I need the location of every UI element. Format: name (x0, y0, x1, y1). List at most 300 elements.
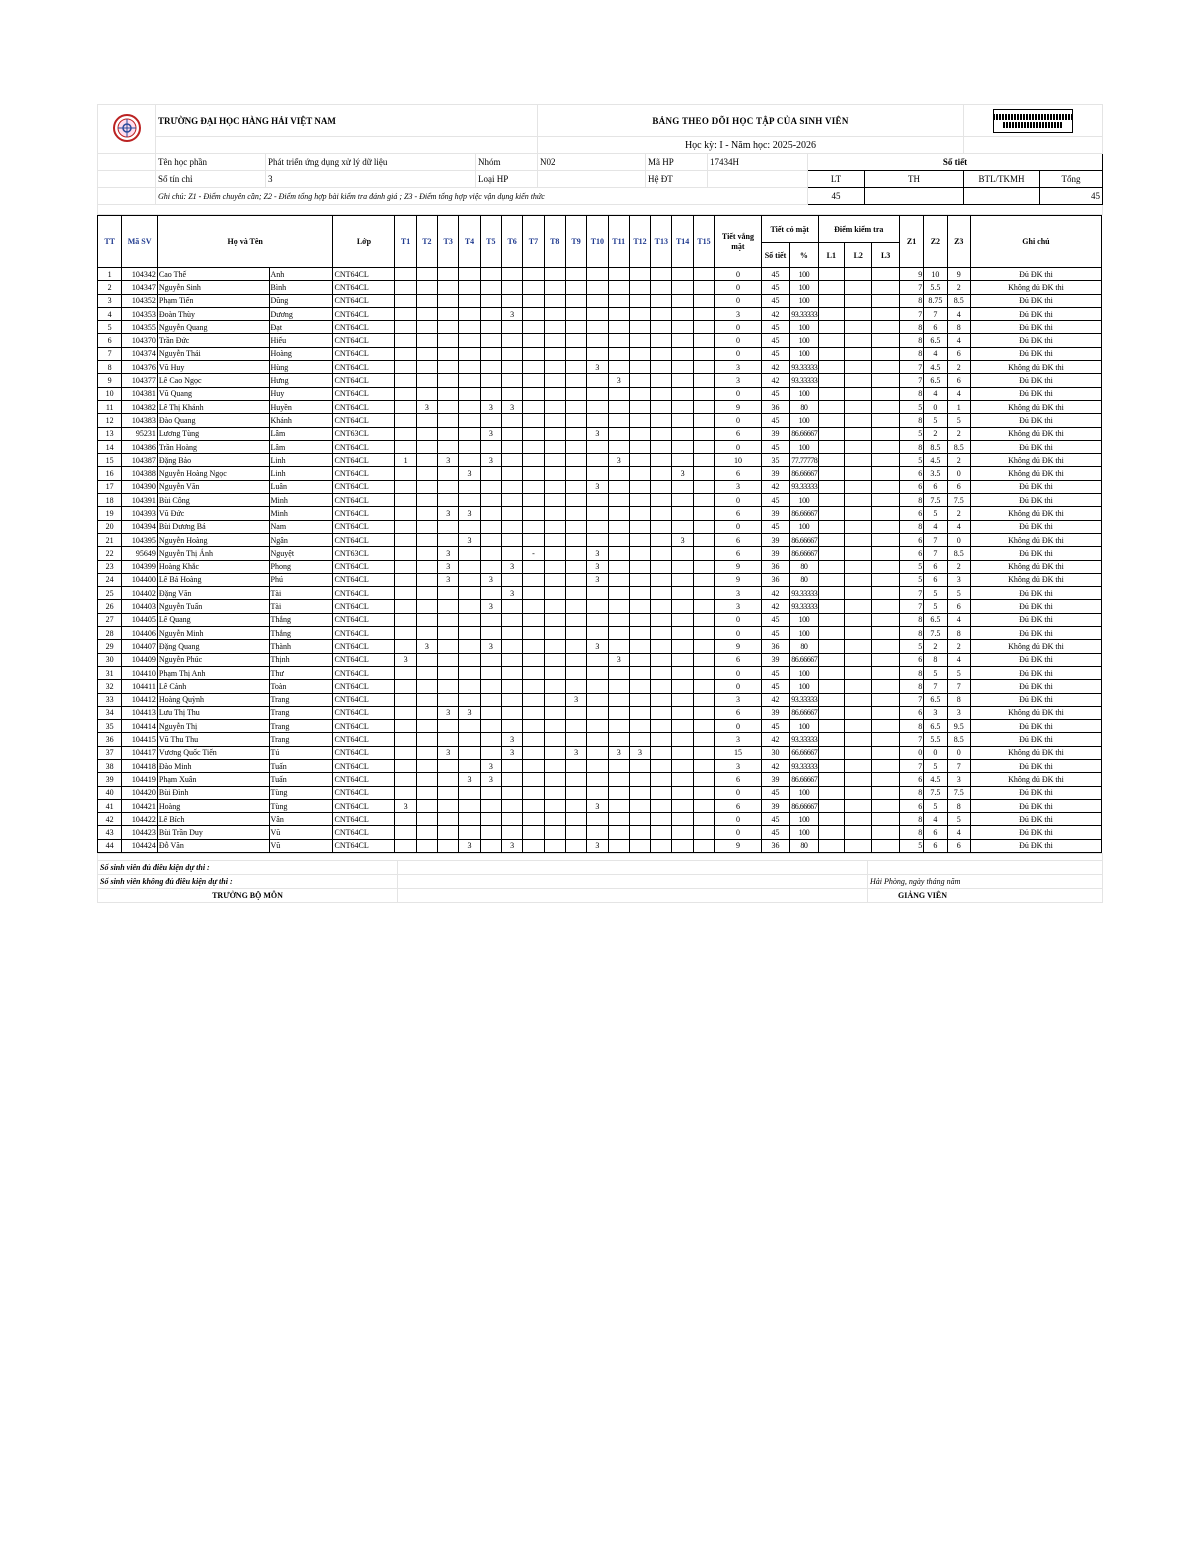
row-week-6: 3 (501, 746, 522, 759)
row-week-4: 3 (459, 773, 480, 786)
code-label: Mã HP (646, 154, 708, 171)
row-week-14 (672, 573, 693, 586)
row-present-count: 45 (761, 281, 789, 294)
row-week-2 (416, 440, 437, 453)
row-week-12 (629, 454, 650, 467)
row-note: Không đủ ĐK thi (970, 467, 1101, 480)
row-week-12 (629, 533, 650, 546)
row-week-15 (693, 733, 714, 746)
row-given-name: Hoàng (269, 347, 333, 360)
row-week-1 (395, 733, 416, 746)
row-test-1 (818, 480, 844, 493)
row-z3: 3 (947, 573, 970, 586)
row-note: Đủ ĐK thi (970, 826, 1101, 839)
hours-header-th: TH (865, 171, 964, 188)
row-week-2 (416, 494, 437, 507)
row-absent: 3 (715, 374, 762, 387)
barcode-icon (993, 114, 1073, 120)
row-week-10: 3 (587, 427, 608, 440)
row-tt: 5 (98, 321, 122, 334)
row-surname: Bùi Đình (157, 786, 269, 799)
row-present-pct: 80 (790, 640, 818, 653)
row-present-pct: 77.77778 (790, 454, 818, 467)
row-week-6: 3 (501, 839, 522, 852)
row-week-6 (501, 600, 522, 613)
row-z2: 3 (924, 706, 947, 719)
row-week-2 (416, 759, 437, 772)
row-z3: 7.5 (947, 494, 970, 507)
row-given-name: Tuấn (269, 759, 333, 772)
row-present-count: 45 (761, 627, 789, 640)
row-week-12 (629, 627, 650, 640)
row-note: Đủ ĐK thi (970, 440, 1101, 453)
row-present-pct: 100 (790, 387, 818, 400)
row-z1: 6 (899, 773, 923, 786)
row-week-8 (544, 720, 565, 733)
row-week-1 (395, 640, 416, 653)
row-week-13 (651, 334, 672, 347)
row-week-10: 3 (587, 839, 608, 852)
table-row (98, 294, 1102, 307)
row-week-5: 3 (480, 427, 501, 440)
row-week-13 (651, 454, 672, 467)
row-week-12 (629, 307, 650, 320)
row-class: CNT64CL (333, 454, 395, 467)
row-msv: 104410 (122, 666, 158, 679)
row-week-3 (438, 520, 459, 533)
row-test-1 (818, 587, 844, 600)
row-note: Đủ ĐK thi (970, 414, 1101, 427)
row-week-14 (672, 374, 693, 387)
row-test-2 (845, 813, 872, 826)
row-absent: 6 (715, 773, 762, 786)
row-week-8 (544, 281, 565, 294)
row-test-3 (872, 414, 899, 427)
row-msv: 104395 (122, 533, 158, 546)
row-week-10: 3 (587, 547, 608, 560)
row-week-10 (587, 520, 608, 533)
row-tt: 34 (98, 706, 122, 719)
row-tt: 22 (98, 547, 122, 560)
row-week-13 (651, 680, 672, 693)
row-present-pct: 66.66667 (790, 746, 818, 759)
row-z1: 6 (899, 533, 923, 546)
row-z1: 7 (899, 759, 923, 772)
row-week-15 (693, 746, 714, 759)
row-week-3 (438, 613, 459, 626)
university-logo (98, 105, 156, 154)
row-week-13 (651, 573, 672, 586)
table-row (98, 746, 1102, 759)
row-absent: 0 (715, 613, 762, 626)
row-z1: 8 (899, 613, 923, 626)
row-msv: 104347 (122, 281, 158, 294)
row-z3: 8.5 (947, 733, 970, 746)
col-test-3: L3 (872, 243, 899, 268)
row-z1: 6 (899, 480, 923, 493)
row-week-2: 3 (416, 640, 437, 653)
row-test-1 (818, 400, 844, 413)
row-week-14 (672, 387, 693, 400)
row-week-6 (501, 613, 522, 626)
row-surname: Lê Cao Ngọc (157, 374, 269, 387)
row-week-9 (565, 573, 586, 586)
row-z1: 6 (899, 799, 923, 812)
col-week-12: T12 (629, 216, 650, 268)
row-week-7 (523, 480, 544, 493)
row-week-15 (693, 533, 714, 546)
row-msv: 104421 (122, 799, 158, 812)
row-week-13 (651, 746, 672, 759)
row-week-9 (565, 786, 586, 799)
row-absent: 0 (715, 268, 762, 281)
row-tt: 38 (98, 759, 122, 772)
row-z1: 8 (899, 520, 923, 533)
row-tt: 12 (98, 414, 122, 427)
row-week-12 (629, 268, 650, 281)
row-week-7 (523, 587, 544, 600)
row-week-1 (395, 680, 416, 693)
row-present-count: 35 (761, 454, 789, 467)
row-given-name: Dương (269, 307, 333, 320)
row-z3: 5 (947, 813, 970, 826)
row-week-8 (544, 693, 565, 706)
row-test-2 (845, 746, 872, 759)
row-week-9 (565, 387, 586, 400)
row-test-2 (845, 334, 872, 347)
row-week-15 (693, 813, 714, 826)
row-absent: 0 (715, 387, 762, 400)
row-week-15 (693, 480, 714, 493)
row-week-8 (544, 507, 565, 520)
row-z3: 3 (947, 773, 970, 786)
row-test-1 (818, 374, 844, 387)
row-present-count: 39 (761, 773, 789, 786)
row-tt: 18 (98, 494, 122, 507)
row-note: Đủ ĐK thi (970, 321, 1101, 334)
row-present-count: 45 (761, 494, 789, 507)
row-week-4 (459, 387, 480, 400)
row-week-4 (459, 587, 480, 600)
row-week-2 (416, 467, 437, 480)
row-absent: 0 (715, 440, 762, 453)
row-test-3 (872, 361, 899, 374)
row-z1: 8 (899, 440, 923, 453)
row-week-8 (544, 826, 565, 839)
row-week-1 (395, 839, 416, 852)
row-present-count: 42 (761, 587, 789, 600)
row-week-5 (480, 733, 501, 746)
row-msv: 104381 (122, 387, 158, 400)
row-week-15 (693, 627, 714, 640)
table-row (98, 467, 1102, 480)
row-z3: 4 (947, 653, 970, 666)
row-week-7 (523, 813, 544, 826)
row-week-3 (438, 680, 459, 693)
col-week-9: T9 (565, 216, 586, 268)
row-week-14 (672, 480, 693, 493)
row-surname: Đặng Văn (157, 587, 269, 600)
table-row (98, 440, 1102, 453)
type-label: Loại HP (476, 171, 538, 188)
row-week-13 (651, 826, 672, 839)
row-z2: 7.5 (924, 627, 947, 640)
row-week-5 (480, 520, 501, 533)
row-msv: 104424 (122, 839, 158, 852)
row-surname: Trần Hoàng (157, 440, 269, 453)
university-name: TRƯỜNG ĐẠI HỌC HÀNG HẢI VIỆT NAM (156, 105, 538, 137)
row-test-3 (872, 427, 899, 440)
row-z3: 7 (947, 759, 970, 772)
row-tt: 21 (98, 533, 122, 546)
row-test-1 (818, 281, 844, 294)
row-tt: 13 (98, 427, 122, 440)
row-week-1 (395, 414, 416, 427)
row-week-8 (544, 600, 565, 613)
row-test-2 (845, 720, 872, 733)
row-z2: 5 (924, 587, 947, 600)
row-week-15 (693, 773, 714, 786)
row-week-15 (693, 613, 714, 626)
row-week-7 (523, 440, 544, 453)
row-z2: 2 (924, 427, 947, 440)
row-week-15 (693, 400, 714, 413)
row-week-3 (438, 387, 459, 400)
row-z2: 6.5 (924, 613, 947, 626)
row-week-15 (693, 560, 714, 573)
row-given-name: Trang (269, 693, 333, 706)
row-test-3 (872, 440, 899, 453)
row-given-name: Tùng (269, 786, 333, 799)
row-week-11 (608, 600, 629, 613)
row-week-9 (565, 414, 586, 427)
row-week-2 (416, 294, 437, 307)
row-test-2 (845, 666, 872, 679)
row-test-3 (872, 533, 899, 546)
row-msv: 104342 (122, 268, 158, 281)
row-test-1 (818, 600, 844, 613)
row-week-9 (565, 507, 586, 520)
row-week-15 (693, 839, 714, 852)
row-given-name: Hiếu (269, 334, 333, 347)
row-week-5 (480, 480, 501, 493)
table-row (98, 321, 1102, 334)
row-tt: 32 (98, 680, 122, 693)
row-tt: 3 (98, 294, 122, 307)
row-week-7 (523, 839, 544, 852)
row-msv: 95231 (122, 427, 158, 440)
row-present-count: 42 (761, 480, 789, 493)
row-week-5: 3 (480, 759, 501, 772)
row-tt: 17 (98, 480, 122, 493)
row-week-3 (438, 334, 459, 347)
row-test-3 (872, 786, 899, 799)
row-z3: 8 (947, 321, 970, 334)
row-test-1 (818, 627, 844, 640)
row-given-name: Vũ (269, 826, 333, 839)
row-week-14 (672, 587, 693, 600)
row-class: CNT64CL (333, 440, 395, 453)
row-week-11 (608, 587, 629, 600)
row-class: CNT64CL (333, 294, 395, 307)
row-week-13 (651, 387, 672, 400)
row-tt: 40 (98, 786, 122, 799)
row-week-11 (608, 321, 629, 334)
row-note: Đủ ĐK thi (970, 347, 1101, 360)
row-week-4 (459, 414, 480, 427)
row-week-10 (587, 321, 608, 334)
row-week-11 (608, 773, 629, 786)
row-class: CNT64CL (333, 334, 395, 347)
row-week-1: 3 (395, 653, 416, 666)
col-week-1: T1 (395, 216, 416, 268)
row-present-pct: 93.33333 (790, 307, 818, 320)
row-tt: 42 (98, 813, 122, 826)
row-z3: 4 (947, 520, 970, 533)
row-tt: 1 (98, 268, 122, 281)
row-week-10 (587, 387, 608, 400)
row-present-pct: 100 (790, 520, 818, 533)
row-test-2 (845, 374, 872, 387)
row-week-15 (693, 268, 714, 281)
row-week-10 (587, 440, 608, 453)
row-week-10 (587, 467, 608, 480)
row-absent: 3 (715, 600, 762, 613)
row-week-5 (480, 440, 501, 453)
row-week-13 (651, 627, 672, 640)
row-week-1 (395, 826, 416, 839)
col-week-11: T11 (608, 216, 629, 268)
row-week-6 (501, 467, 522, 480)
row-note: Đủ ĐK thi (970, 733, 1101, 746)
col-z1: Z1 (899, 216, 923, 268)
row-z2: 8 (924, 653, 947, 666)
table-row (98, 786, 1102, 799)
row-test-1 (818, 839, 844, 852)
row-class: CNT64CL (333, 560, 395, 573)
row-week-11 (608, 813, 629, 826)
row-week-4 (459, 494, 480, 507)
row-week-12: 3 (629, 746, 650, 759)
row-week-8 (544, 706, 565, 719)
row-week-7 (523, 400, 544, 413)
row-week-2 (416, 533, 437, 546)
row-z2: 5.5 (924, 733, 947, 746)
row-week-14: 3 (672, 467, 693, 480)
row-given-name: Dũng (269, 294, 333, 307)
row-week-7 (523, 533, 544, 546)
row-week-9 (565, 627, 586, 640)
row-present-count: 45 (761, 826, 789, 839)
row-week-12 (629, 387, 650, 400)
table-row (98, 600, 1102, 613)
table-row (98, 653, 1102, 666)
row-test-1 (818, 347, 844, 360)
row-note: Không đủ ĐK thi (970, 427, 1101, 440)
col-name: Họ và Tên (157, 216, 333, 268)
row-note: Đủ ĐK thi (970, 813, 1101, 826)
row-note: Không đủ ĐK thi (970, 573, 1101, 586)
row-week-10 (587, 587, 608, 600)
row-z3: 8.5 (947, 440, 970, 453)
row-week-4 (459, 786, 480, 799)
row-surname: Bùi Công (157, 494, 269, 507)
row-week-11: 3 (608, 454, 629, 467)
row-given-name: Nam (269, 520, 333, 533)
row-surname: Nguyễn Hoàng (157, 533, 269, 546)
table-row (98, 281, 1102, 294)
row-week-14 (672, 759, 693, 772)
row-week-10: 3 (587, 640, 608, 653)
row-week-10 (587, 334, 608, 347)
row-week-4 (459, 281, 480, 294)
row-week-9 (565, 294, 586, 307)
row-msv: 104387 (122, 454, 158, 467)
row-test-2 (845, 507, 872, 520)
row-z2: 4 (924, 520, 947, 533)
credits-label: Số tín chỉ (156, 171, 266, 188)
row-week-13 (651, 640, 672, 653)
row-week-9 (565, 759, 586, 772)
row-week-8 (544, 680, 565, 693)
row-week-12 (629, 281, 650, 294)
col-present-group: Tiết có mặt (761, 216, 818, 243)
row-surname: Phạm Thị Anh (157, 666, 269, 679)
row-msv: 104382 (122, 400, 158, 413)
col-test-2: L2 (845, 243, 872, 268)
row-week-6: 3 (501, 587, 522, 600)
row-week-4 (459, 334, 480, 347)
row-week-11 (608, 693, 629, 706)
row-test-3 (872, 547, 899, 560)
row-week-12 (629, 759, 650, 772)
row-given-name: Lâm (269, 440, 333, 453)
row-tt: 9 (98, 374, 122, 387)
row-msv: 104405 (122, 613, 158, 626)
row-test-2 (845, 706, 872, 719)
row-absent: 0 (715, 680, 762, 693)
row-week-13 (651, 494, 672, 507)
row-given-name: Hưng (269, 374, 333, 387)
row-z1: 7 (899, 587, 923, 600)
row-week-6: 3 (501, 400, 522, 413)
row-z1: 7 (899, 361, 923, 374)
row-week-3: 3 (438, 454, 459, 467)
row-week-5: 3 (480, 773, 501, 786)
row-week-11: 3 (608, 746, 629, 759)
row-present-pct: 93.33333 (790, 693, 818, 706)
row-week-4: 3 (459, 507, 480, 520)
row-test-1 (818, 294, 844, 307)
row-week-13 (651, 294, 672, 307)
row-msv: 104390 (122, 480, 158, 493)
row-tt: 23 (98, 560, 122, 573)
row-class: CNT64CL (333, 680, 395, 693)
table-row (98, 773, 1102, 786)
row-week-15 (693, 693, 714, 706)
row-z3: 5 (947, 666, 970, 679)
row-z2: 6.5 (924, 720, 947, 733)
row-test-2 (845, 799, 872, 812)
row-week-14 (672, 334, 693, 347)
row-week-3 (438, 440, 459, 453)
row-test-3 (872, 680, 899, 693)
row-week-7 (523, 693, 544, 706)
sheet-title: BẢNG THEO DÕI HỌC TẬP CỦA SINH VIÊN (538, 105, 964, 137)
row-week-2 (416, 773, 437, 786)
row-week-4 (459, 680, 480, 693)
row-week-5 (480, 746, 501, 759)
